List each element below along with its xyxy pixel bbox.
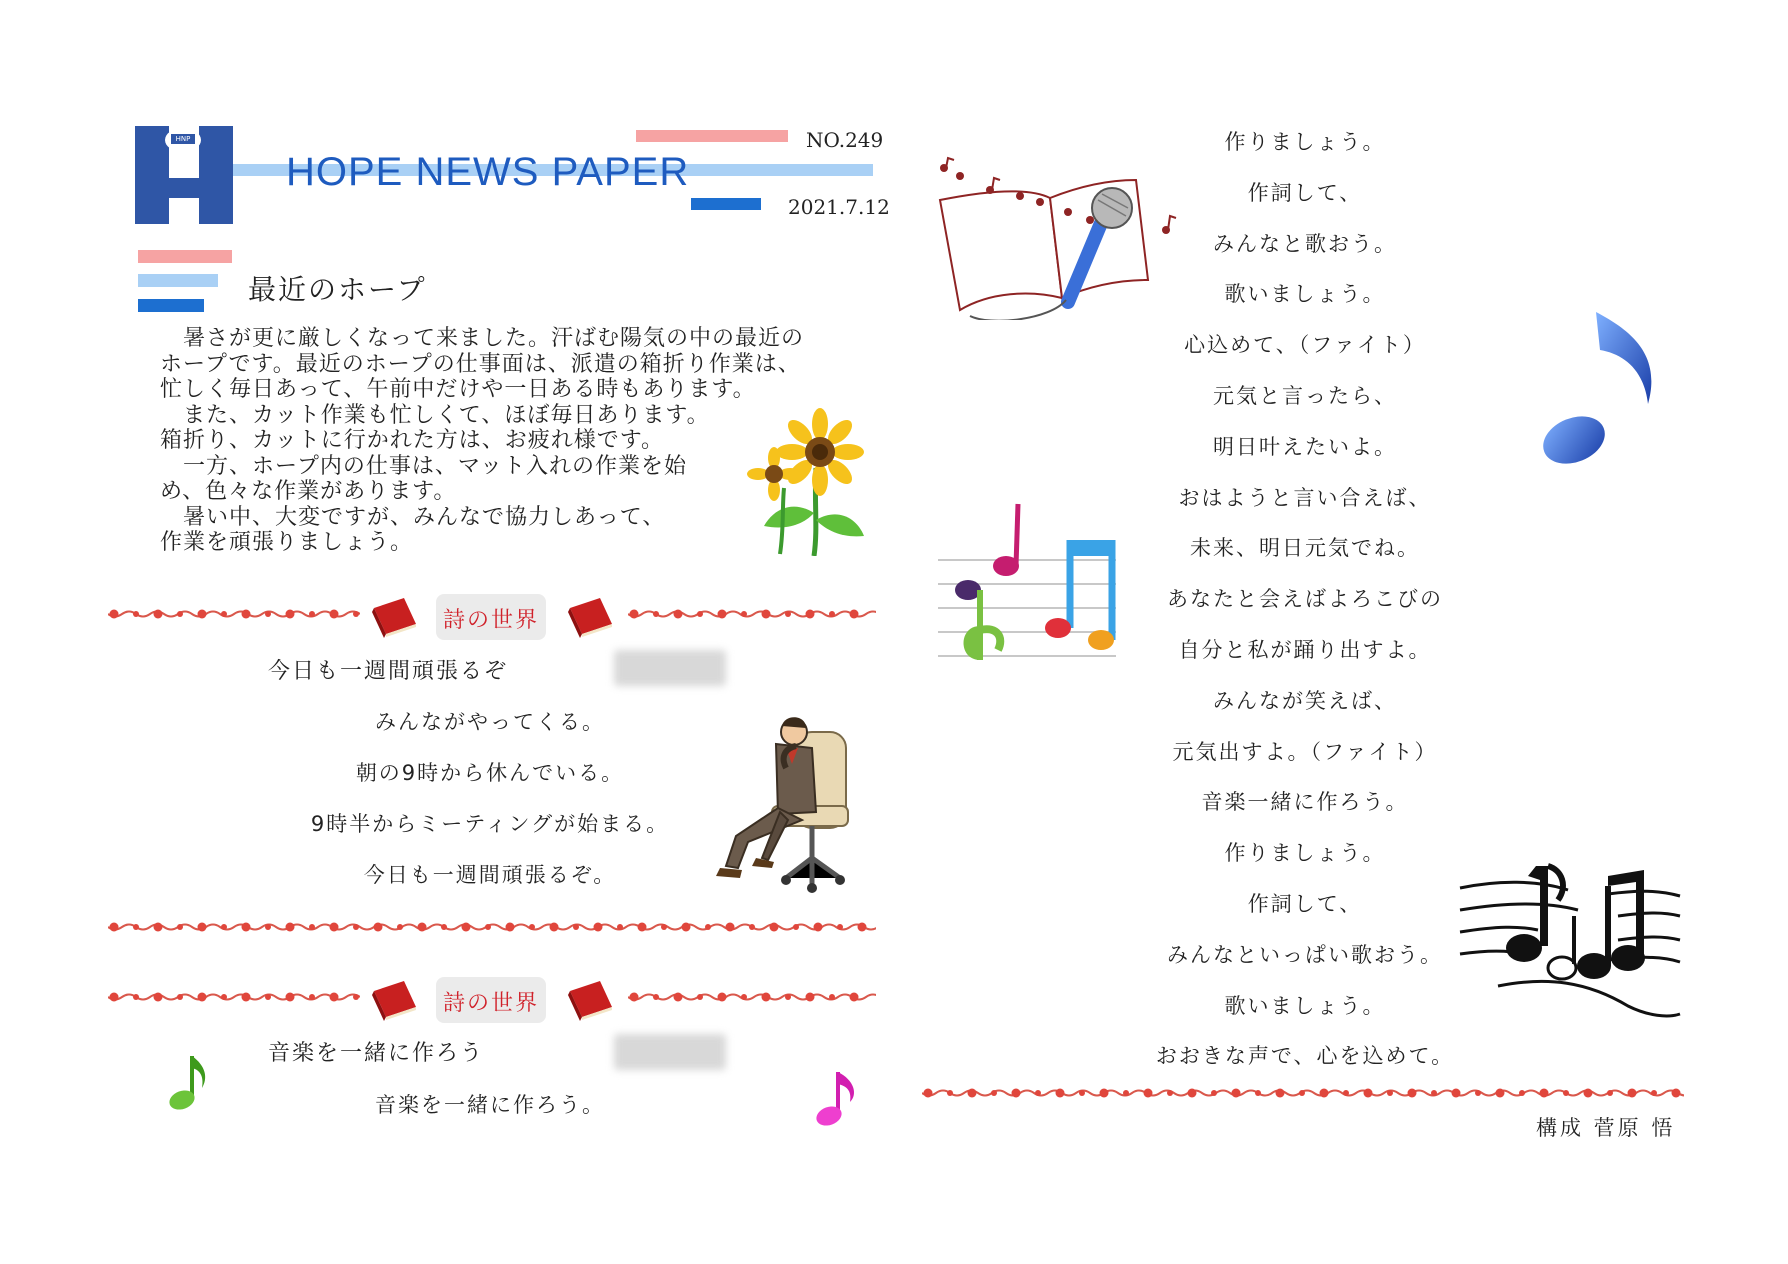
author-redacted <box>614 650 726 686</box>
intro-line: また、カット作業も忙しくて、ほぼ毎日あります。 <box>160 402 710 428</box>
poem-title: 音楽を一緒に作ろう <box>268 1041 485 1066</box>
book-icon <box>566 594 616 638</box>
poem-line: 明日叶えたいよ。 <box>1213 434 1397 459</box>
poem-line: 歌いましょう。 <box>1224 282 1386 307</box>
floral-divider <box>922 1086 1684 1100</box>
intro-line: 一方、ホープ内の仕事は、マット入れの作業を始 <box>160 453 688 479</box>
credit: 構成 菅原 悟 <box>1536 1116 1676 1140</box>
intro-line: 箱折り、カットに行かれた方は、お疲れ様です。 <box>160 428 665 453</box>
intro-line: 暑い中、大変ですが、みんなで協力しあって、 <box>160 504 666 530</box>
poem-banner <box>436 594 546 640</box>
poem-line: みんなが笑えば、 <box>1213 688 1397 713</box>
music-note-icon <box>162 1052 212 1114</box>
poem-line: あなたと会えばよろこびの <box>1167 587 1443 612</box>
poem-banner-label: 詩の世界 <box>442 608 539 633</box>
poem-line: 自分と私が踊り出すよ。 <box>1178 638 1432 662</box>
header-rule-blue <box>691 198 761 210</box>
poem-line: みんなと歌おう。 <box>1213 231 1397 256</box>
music-note-icon <box>1458 856 1682 1026</box>
poem-line: おはようと言い合えば、 <box>1178 485 1432 510</box>
sunflower-icon <box>744 408 870 556</box>
floral-divider <box>108 607 360 621</box>
heading-bar-light-blue <box>138 274 218 287</box>
poem-line: 作詞して、 <box>1247 892 1363 916</box>
poem-line: おおきな声で、心を込めて。 <box>1155 1044 1455 1069</box>
microphone-songbook-icon <box>930 150 1190 320</box>
poem-line: 音楽を一緒に作ろう。 <box>375 1093 605 1117</box>
poem-line: 今日も一週間頑張るぞ。 <box>363 863 617 887</box>
intro-line: め、色々な作業があります。 <box>160 479 457 504</box>
poem-banner-label: 詩の世界 <box>442 991 539 1016</box>
music-note-icon <box>1538 308 1662 476</box>
header-rule-pink <box>636 130 788 142</box>
poem-line: 作詞して、 <box>1247 180 1363 205</box>
book-icon <box>566 977 616 1021</box>
poem-line: 歌いましょう。 <box>1224 993 1386 1018</box>
author-redacted <box>614 1034 726 1070</box>
intro-line: 暑さが更に厳しくなって来ました。汗ばむ陽気の中の最近の <box>160 326 805 351</box>
newspaper-title: HOPE NEWS PAPER <box>286 150 690 194</box>
poem-banner <box>436 977 546 1023</box>
intro-line: ホープです。最近のホープの仕事面は、派遣の箱折り作業は、 <box>160 351 801 377</box>
book-icon <box>370 594 420 638</box>
floral-divider <box>108 920 876 934</box>
heading-bar-pink <box>138 250 232 263</box>
intro-line: 忙しく毎日あって、午前中だけや一日ある時もあります。 <box>160 377 756 402</box>
floral-divider <box>628 990 876 1004</box>
poem-line: 音楽一緒に作ろう。 <box>1201 790 1409 815</box>
poem-line: みんなといっぱい歌おう。 <box>1167 942 1443 967</box>
issue-number: NO.249 <box>806 128 884 152</box>
poem-line: 心込めて、（ファイト） <box>1184 333 1426 358</box>
music-staff-icon <box>938 500 1116 666</box>
poem-line: 9時半からミーティングが始まる。 <box>310 812 670 836</box>
music-note-icon <box>814 1068 860 1130</box>
hope-logo-icon <box>135 126 233 224</box>
poem-line: 作りましょう。 <box>1224 841 1386 866</box>
issue-date: 2021.7.12 <box>788 195 890 219</box>
poem-title: 今日も一週間頑張るぞ <box>268 659 509 684</box>
poem-line: 元気と言ったら、 <box>1213 384 1397 408</box>
logo-text: HNP <box>171 134 195 144</box>
floral-divider <box>108 990 360 1004</box>
poem-line: みんながやってくる。 <box>375 710 605 734</box>
poem-line: 朝の9時から休んでいる。 <box>355 761 625 785</box>
poem-line: 未来、明日元気でね。 <box>1190 536 1420 561</box>
book-icon <box>370 977 420 1021</box>
poem-line: 元気出すよ。（ファイト） <box>1172 739 1438 764</box>
heading-bar-blue <box>138 299 204 312</box>
man-in-chair-icon <box>716 708 858 898</box>
section-heading: 最近のホープ <box>248 273 427 306</box>
poem-line: 作りましょう。 <box>1224 130 1386 154</box>
intro-line: 作業を頑張りましょう。 <box>160 530 414 555</box>
floral-divider <box>628 607 876 621</box>
